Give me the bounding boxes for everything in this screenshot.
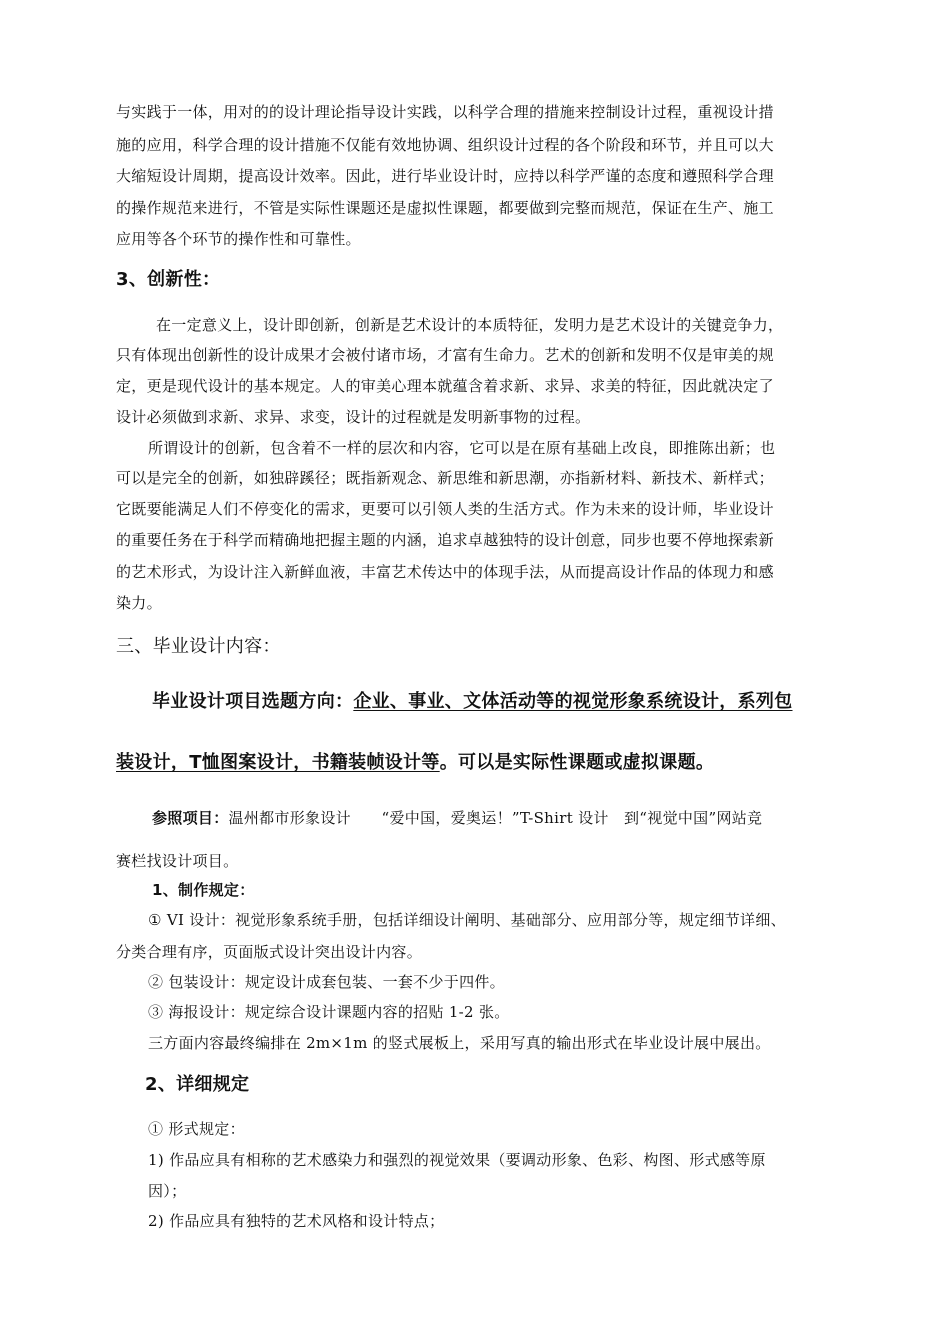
intro-line: 与实践于一体，用对的的设计理论指导设计实践，以科学合理的措施来控制设计过程，重视设计措 [116,103,774,121]
intro-line: 施的应用，科学合理的设计措施不仅能有效地协调、组织设计过程的各个阶段和环节，并且可以大 [116,136,774,154]
topic-underlined-1: 企业、事业、文体活动等的视觉形象系统设计，系列包 [353,691,793,712]
rules-title: 1、制作规定： [152,881,255,899]
reference-item-1: 温州都市形象设计 [228,809,351,827]
topic-line-2 [116,751,840,775]
intro-line: 的操作规范来进行，不管是实际性课题还是虚拟性课题，都要做到完整而规范，保证在生产、施工 [116,199,774,217]
detail-line: ① 形式规定： [148,1120,245,1138]
rule-line: ① VI 设计：视觉形象系统手册，包括详细设计阐明、基础部分、应用部分等，规定细节详细、 [148,911,786,929]
detail-line: 2) 作品应具有独特的艺术风格和设计特点； [148,1212,445,1230]
section-3-title: 3、创新性： [116,269,221,290]
paragraph-line: 只有体现出创新性的设计成果才会被付诸市场，才富有生命力。艺术的创新和发明不仅是审美的规 [116,346,774,364]
intro-line: 大缩短设计周期，提高设计效率。因此，进行毕业设计时，应持以科学严谨的态度和遵照科学合理 [116,167,774,185]
topic-underlined-2: 装设计，T恤图案设计，书籍装帧设计等 [116,752,440,773]
reference-label: 参照项目： [152,809,229,827]
paragraph-line: 它既要能满足人们不停变化的需求，更要可以引领人类的生活方式。作为未来的设计师，毕业设计 [116,500,774,518]
details-title: 2、详细规定 [145,1074,250,1095]
paragraph-line: 在一定意义上，设计即创新，创新是艺术设计的本质特征，发明力是艺术设计的关键竞争力， [156,316,784,334]
rule-line: 分类合理有序，页面版式设计突出设计内容。 [116,943,423,961]
reference-rest: “爱中国，爱奥运！”T-Shirt 设计 到“视觉中国”网站竞 [381,809,763,827]
rule-line: 三方面内容最终编排在 2m×1m 的竖式展板上，采用写真的输出形式在毕业设计展中展出。 [148,1034,771,1052]
paragraph-line: 的艺术形式，为设计注入新鲜血液，丰富艺术传达中的体现手法，从而提高设计作品的体现力和感 [116,563,774,581]
reference-line-2: 赛栏找设计项目。 [116,852,239,870]
detail-line: 因）； [148,1182,187,1200]
topic-label: 毕业设计项目选题方向： [152,691,354,712]
rule-line: ② 包装设计：规定设计成套包装、一套不少于四件。 [148,973,505,991]
paragraph-line: 定，更是现代设计的基本规定。人的审美心理本就蕴含着求新、求异、求美的特征，因此就决定了 [116,377,774,395]
part-3-title: 三、毕业设计内容： [116,636,281,657]
paragraph-line: 可以是完全的创新，如独辟蹊径；既指新观念、新思维和新思潮，亦指新材料、新技术、新样式； [116,469,774,487]
reference-line-1 [152,808,852,828]
paragraph-line: 染力。 [116,594,162,612]
detail-line: 1) 作品应具有相称的艺术感染力和强烈的视觉效果（要调动形象、色彩、构图、形式感等原 [148,1151,766,1169]
topic-line-1 [152,690,852,714]
intro-line: 应用等各个环节的操作性和可靠性。 [116,230,361,248]
paragraph-line: 设计必须做到求新、求异、求变，设计的过程就是发明新事物的过程。 [116,408,591,426]
topic-tail: 。可以是实际性课题或虚拟课题。 [439,752,715,773]
rule-line: ③ 海报设计：规定综合设计课题内容的招贴 1-2 张。 [148,1003,510,1021]
paragraph-line: 所谓设计的创新，包含着不一样的层次和内容，它可以是在原有基础上改良，即推陈出新；也 [148,439,776,457]
paragraph-line: 的重要任务在于科学而精确地把握主题的内涵，追求卓越独特的设计创意，同步也要不停地探索新 [116,531,774,549]
